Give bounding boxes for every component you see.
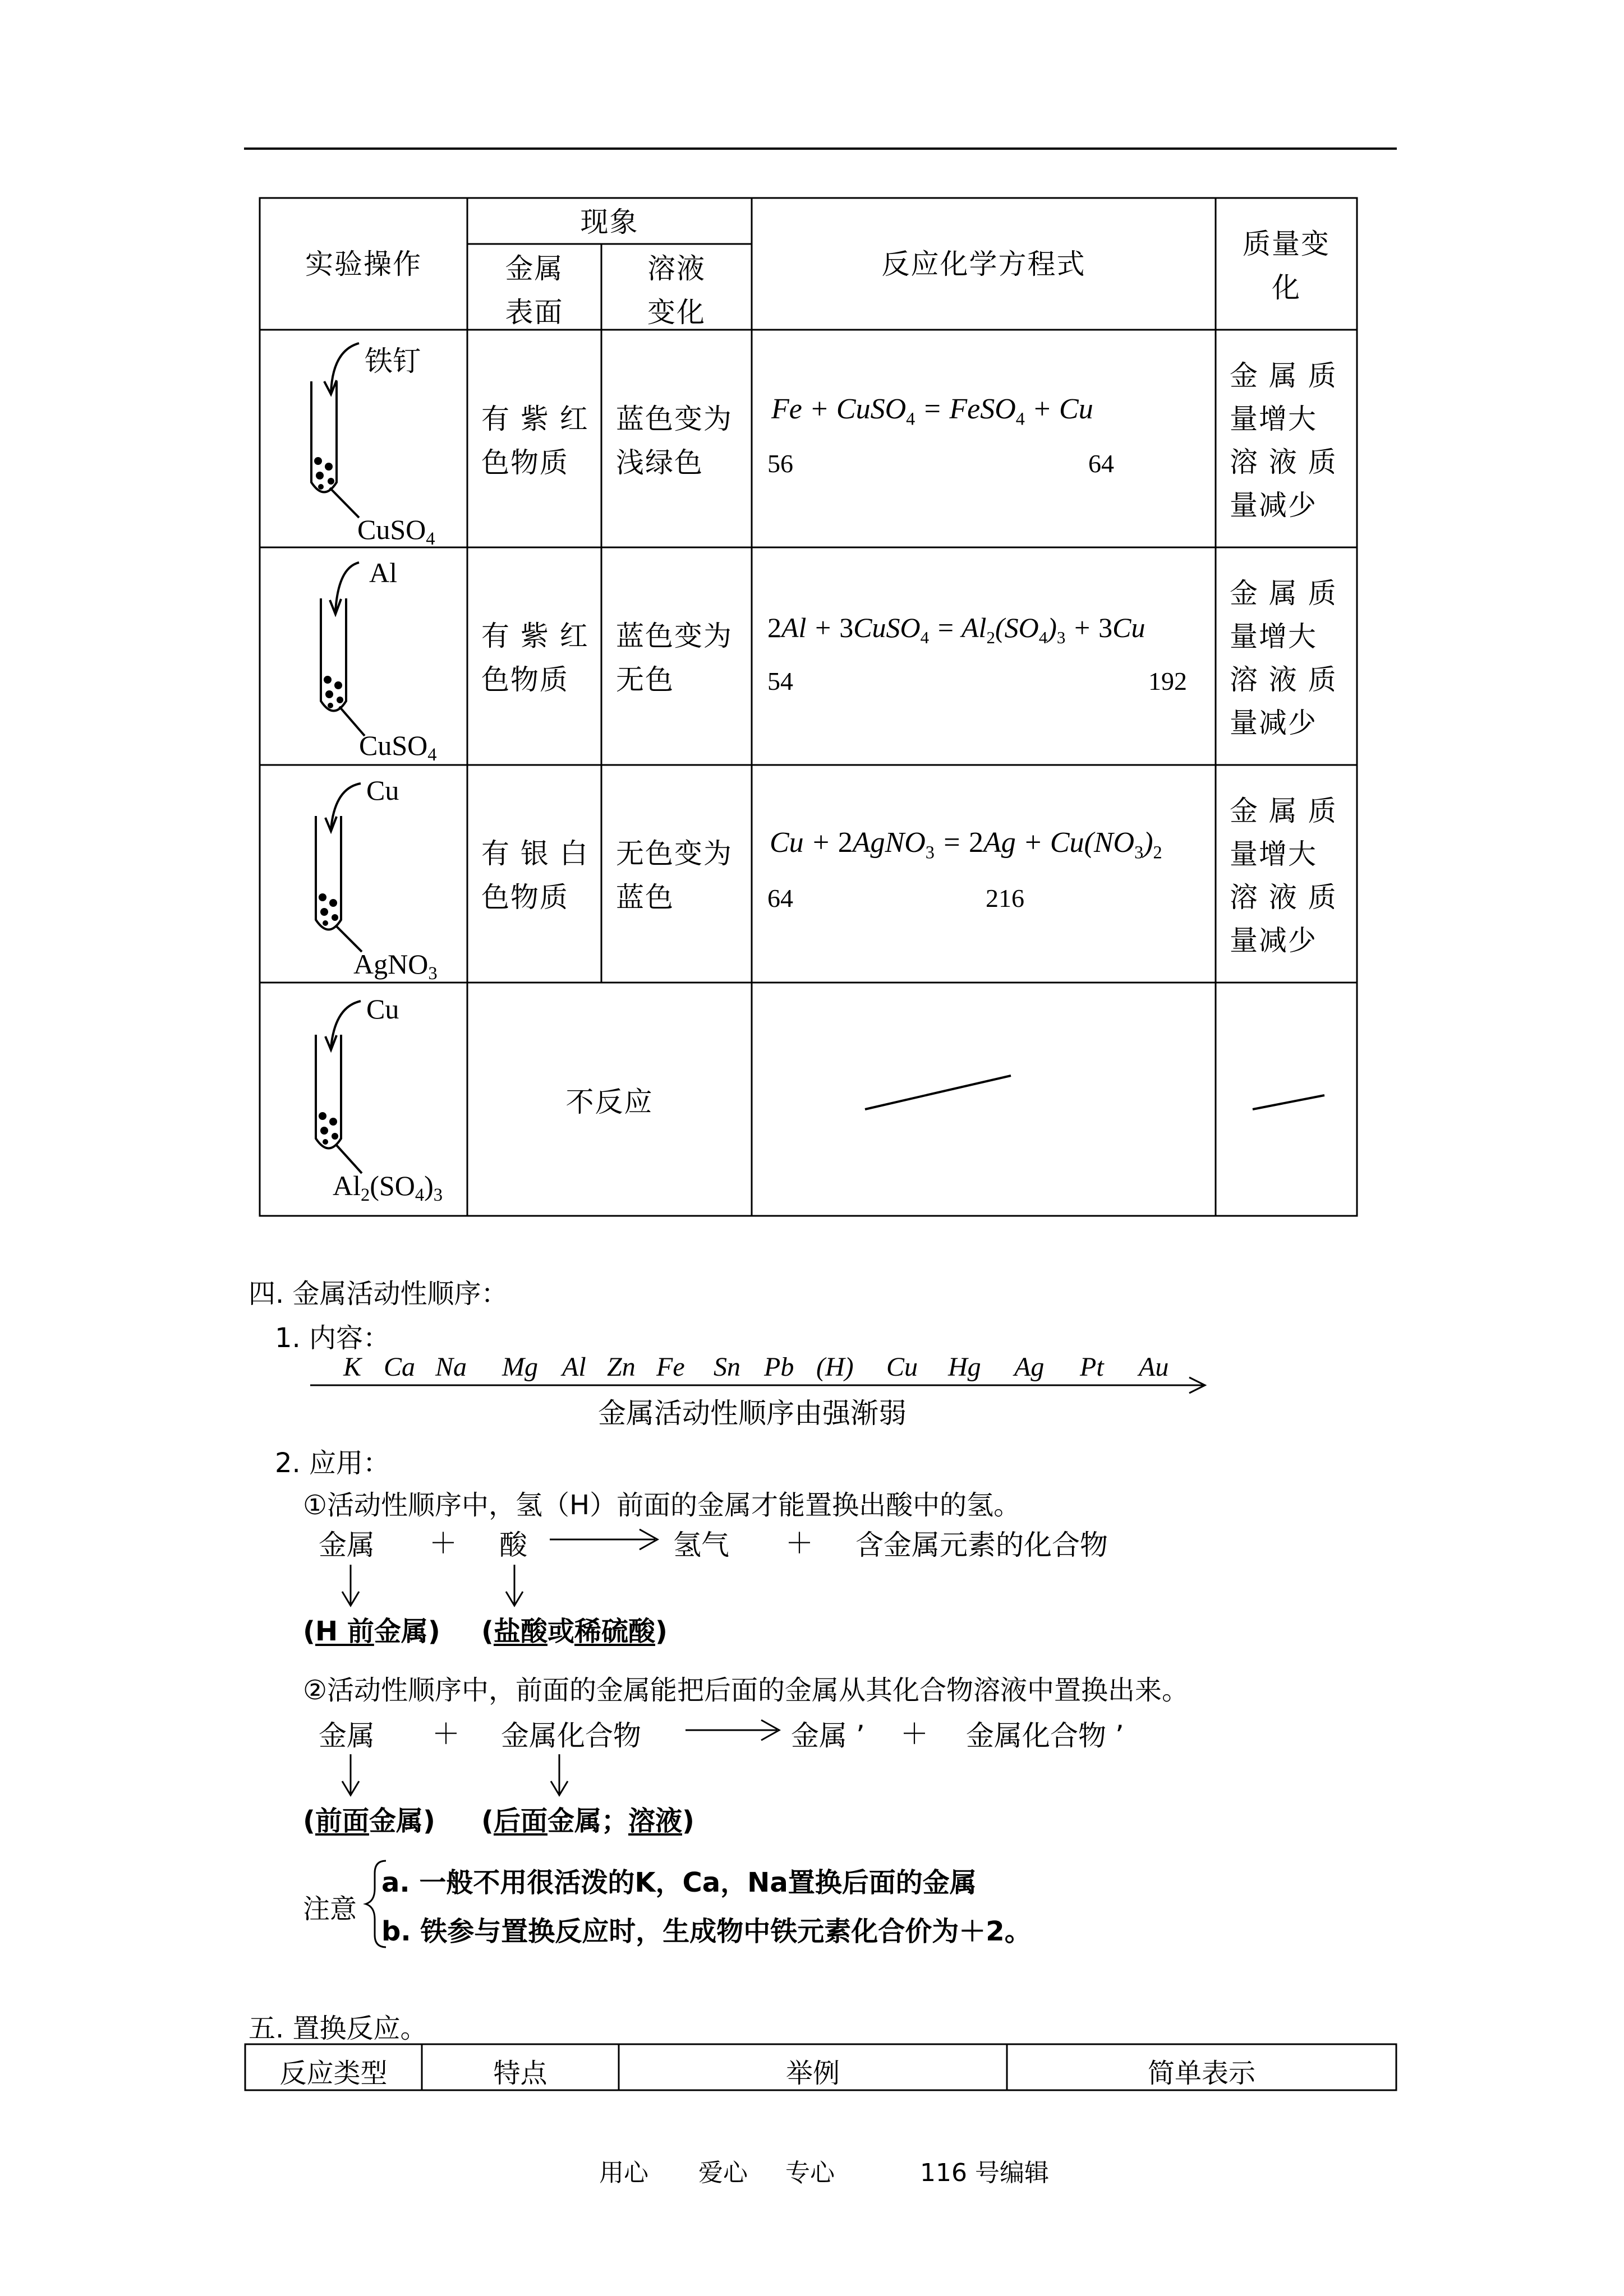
seq-cu: Cu — [886, 1352, 918, 1382]
row1-equation: Fe + CuSO$_4$ = FeSO$_4$ + Cu — [771, 393, 1093, 429]
seq-sn: Sn — [714, 1352, 740, 1382]
seq-fe: Fe — [656, 1352, 685, 1382]
scheme1-product2: 含金属元素的化合物 — [855, 1529, 1108, 1561]
seq-k: K — [343, 1352, 362, 1382]
row3-mass-right: 216 — [986, 884, 1024, 912]
header-solution-change: 溶液 变化 — [647, 252, 706, 329]
scheme1-note-acid: (盐酸或稀硫酸) — [481, 1616, 668, 1647]
section4-title: 四. 金属活动性顺序： — [249, 1278, 508, 1310]
row2-mass-left: 54 — [767, 667, 793, 695]
scheme2-note-solution: (后面金属；溶液) — [481, 1805, 694, 1837]
scheme2-compound: 金属化合物 — [501, 1719, 641, 1752]
row1-mass-change: 金 属 质 量增大 溶 液 质 量减少 — [1230, 359, 1337, 522]
table2-header-notation: 简单表示 — [1147, 2058, 1255, 2089]
header-mass-change: 质量变 化 — [1243, 228, 1330, 304]
footer-b: 爱心 — [698, 2159, 748, 2187]
row2-surface: 有 紫 红 色物质 — [481, 620, 589, 696]
section4-item2: 2. 应用： — [275, 1447, 390, 1479]
row4-solution-label: $Al_2(SO_4)_3$ — [333, 1170, 443, 1205]
attention-label: 注意 — [303, 1893, 357, 1925]
table2-header-feature: 特点 — [493, 2058, 548, 2089]
header-operation: 实验操作 — [305, 248, 422, 280]
scheme2-plus: ＋ — [432, 1718, 460, 1750]
scheme1-metal: 金属 — [319, 1529, 375, 1561]
row1-mass-right: 64 — [1088, 449, 1114, 478]
table2-header-example: 举例 — [785, 2058, 840, 2089]
row2-mass-change: 金 属 质 量增大 溶 液 质 量减少 — [1230, 577, 1337, 739]
row2-equation: 2Al + 3CuSO$_4$ = $Al_2(SO_4)_3 + 3Cu$ — [767, 612, 1145, 647]
seq-pt: Pt — [1080, 1352, 1104, 1382]
seq-hg: Hg — [948, 1352, 981, 1382]
footer-c: 专心 — [785, 2159, 835, 2187]
row1-metal-label: 铁钉 — [365, 345, 421, 377]
seq-au: Au — [1139, 1352, 1169, 1382]
scheme1-plus: ＋ — [429, 1527, 457, 1560]
row1-mass-left: 56 — [767, 449, 793, 478]
footer-a: 用心 — [599, 2159, 648, 2187]
scheme1-note-metal: (H 前金属) — [303, 1616, 440, 1647]
row2-solution-change: 蓝色变为 无色 — [616, 620, 733, 696]
scheme1-plus2: ＋ — [785, 1527, 813, 1560]
attention-a: a. 一般不用很活泼的K，Ca，Na置换后面的金属 — [381, 1867, 977, 1898]
rule1: ①活动性顺序中，氢（H）前面的金属才能置换出酸中的氢。 — [303, 1490, 1021, 1521]
row4-metal-label: Cu — [366, 993, 399, 1025]
seq-ag: Ag — [1014, 1352, 1045, 1382]
seq-na: Na — [435, 1352, 467, 1382]
row1-solution-change: 蓝色变为 浅绿色 — [616, 403, 733, 479]
row3-mass-change: 金 属 质 量增大 溶 液 质 量减少 — [1230, 795, 1337, 957]
scheme1-acid: 酸 — [499, 1529, 527, 1561]
rule2: ②活动性顺序中，前面的金属能把后面的金属从其化合物溶液中置换出来。 — [303, 1675, 1189, 1706]
sequence-caption: 金属活动性顺序由强渐弱 — [598, 1397, 907, 1430]
row3-solution-change: 无色变为 蓝色 — [616, 837, 733, 914]
scheme2-note-metal: (前面金属) — [303, 1805, 435, 1837]
row3-surface: 有 银 白 色物质 — [481, 837, 589, 914]
section4-item1: 1. 内容： — [275, 1322, 390, 1354]
row2-metal-label: Al — [369, 557, 397, 588]
seq-mg: Mg — [502, 1352, 538, 1382]
scheme2-metal: 金属 — [319, 1719, 375, 1752]
row4-no-reaction: 不反应 — [565, 1086, 654, 1118]
seq-ca: Ca — [384, 1352, 416, 1382]
seq-zn: Zn — [607, 1352, 636, 1382]
seq-pb: Pb — [764, 1352, 794, 1382]
table2-header-type: 反应类型 — [279, 2058, 388, 2089]
seq-h: (H) — [816, 1352, 854, 1382]
row3-mass-left: 64 — [767, 884, 793, 912]
section5-title: 五. 置换反应。 — [249, 2013, 427, 2044]
attention-b: b. 铁参与置换反应时，生成物中铁元素化合价为＋2。 — [381, 1916, 1032, 1947]
header-phenomenon: 现象 — [580, 206, 639, 238]
row1-surface: 有 紫 红 色物质 — [481, 403, 589, 479]
header-metal-surface: 金属 表面 — [505, 252, 564, 329]
row2-solution-label: CuSO$_4$ — [359, 730, 437, 765]
scheme2-product1: 金属 ’ — [791, 1719, 865, 1752]
row3-metal-label: Cu — [366, 774, 399, 806]
seq-al: Al — [562, 1352, 586, 1382]
footer-d: 116 号编辑 — [920, 2159, 1049, 2187]
row3-solution-label: AgNO$_3$ — [353, 948, 438, 984]
header-equation: 反应化学方程式 — [881, 248, 1086, 280]
row2-mass-right: 192 — [1148, 667, 1187, 695]
row1-solution-label: CuSO$_4$ — [357, 514, 435, 549]
scheme2-product2: 金属化合物 ’ — [966, 1719, 1124, 1752]
scheme1-product1: 氢气 — [673, 1529, 729, 1561]
scheme2-plus2: ＋ — [900, 1718, 928, 1750]
row3-equation: Cu + 2AgNO$_3$ = $2Ag + Cu(NO_3)_2$ — [770, 827, 1162, 863]
